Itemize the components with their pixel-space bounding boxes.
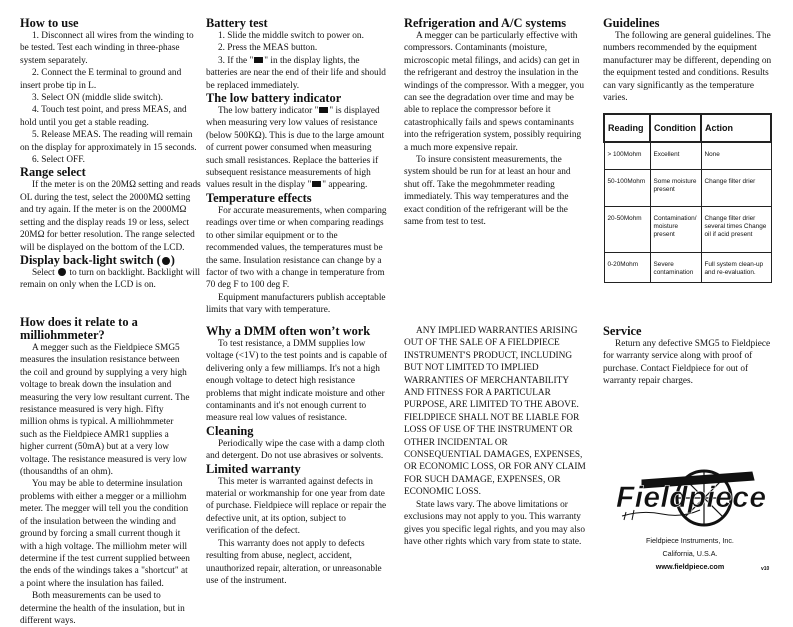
fieldpiece-logo [612,462,772,527]
paragraph: For accurate measurements, when comparing readings over time or when comparing readings to other similar equipment or to the recommended values, the temperatures must be the same. Insulation resistance can change by a factor of two with a change in temperature from 70 deg F to 100 deg F. [206,205,387,291]
paragraph: Both measurements can be used to determine the health of the insulation, but in different ways. [20,591,185,626]
column-2-top [206,17,388,317]
table-row [604,142,771,169]
column-2-bottom [206,325,388,587]
cell: Some moisture present [650,169,701,206]
step: 3. Select ON (middle slide switch). [32,93,163,104]
table-header-row [604,114,771,142]
text: Select [32,267,58,278]
table-row [604,252,771,282]
column-3-top [404,17,586,229]
paragraph: State laws vary. The above limitations or exclusions may not apply to you. This warranty gives you specific legal rights, and you may also have other rights which vary from state to state. [404,499,585,547]
text: to turn on backlight. Backlight will remain on only when the LCD is on. [20,267,201,291]
text: 3. If the " [218,55,254,66]
cell: > 100Mohm [604,142,650,169]
how-to-use-heading: How to use [20,16,79,30]
backlight-heading [20,254,202,267]
range-select-heading: Range select [20,165,86,180]
warranty-heading: Limited warranty [206,461,301,476]
service-body: Return any defective SMG5 to Fieldpiece for warranty service along with proof of purchase. Contact Fieldpiece for out of warranty repair charges. [603,339,771,387]
paragraph: You may be able to determine insulation problems with either a megger or a milliohm meter. The megger will tell you the condition of the insulation between the winding and ground by forcing a small current though it with a high voltage. The milliohm meter will determine if the test current supplied between the ends of the windings takes a "shortcut" at a point where the insulation has failed. [20,479,190,589]
column-1-top [20,17,202,292]
service-heading: Service [603,324,642,338]
low-battery-body [206,105,388,192]
step [206,55,388,92]
cleaning-heading: Cleaning [206,423,254,438]
battery-test-heading: Battery test [206,16,268,30]
step: 4. Touch test point, and press MEAS, and hold until you get a stable reading. [20,105,187,128]
cell: Contamination/ moisture present [650,206,701,252]
step: 5. Release MEAS. The reading will remain on the display for approximately in 15 seconds. [20,130,197,153]
guidelines-table [603,113,772,283]
cell: None [701,142,771,169]
guidelines-body: The following are general guidelines. The numbers recommended by the equipment manufacturer may be different, depending on the equipment tested and conditions. Results can vary significantly as the temperature varies. [603,31,772,104]
cell: 20-50Mohm [604,206,650,252]
cell: 50-100Mohm [604,169,650,206]
column-4-top [603,17,779,104]
battery-icon [312,181,321,187]
range-select-body: If the meter is on the 20MΩ setting and reads OL during the test, select the 2000MΩ setting and try again. If the meter is on the 2000MΩ setting and the display reads 19 or less, select 20MΩ for better resolution. The range selected will be displayed on the bottom of the LCD. [20,180,201,253]
text: " is displayed when measuring very low values of resistance (below 500KΩ). This is due to the large amount of current power consumed when measuring such small resistances. Replace the batteries if subsequent resistance measurements of high values result in the display " [206,106,385,191]
battery-icon [319,107,328,113]
column-1-bottom [20,316,190,627]
column-header: Condition [650,114,701,142]
guidelines-heading: Guidelines [603,16,660,30]
company-website: www.fieldpiece.com [655,562,725,571]
step: 2. Press the MEAS button. [218,43,318,54]
cell: Change filter drier several times Change oil if acid present [701,206,771,252]
low-battery-heading: The low battery indicator [206,91,342,106]
step: 6. Select OFF. [32,155,85,166]
column-4-bottom [603,325,779,388]
paragraph: A megger can be particularly effective with compressors. Contaminants (moisture, microscopic metal filings, and acids) can get in the refrigerant and destroy the insulation in the windings of the compressor. With a megger, you can see the degradation over time and may be able to replace the compressor before it catastrophically fails and spews contaminants into the refrigeration system, possibly requiring a much more expensive repair. [404,31,585,153]
cell: Change filter drier [701,169,771,206]
cell: Severe contamination [650,252,701,282]
paragraph: This warranty does not apply to defects resulting from abuse, neglect, accident, unauthorized repair, alteration, or unreasonable use of the instrument. [206,538,382,586]
logo-text: Fieldpiece [616,481,766,514]
dmm-heading: Why a DMM often won’t work [206,324,371,338]
dmm-body: To test resistance, a DMM supplies low voltage (<1V) to the test points and is capable of delivering only a few milliamps. It's not a high enough voltage to detect high resistance problems that might indicate moisture and other contaminants and it's not enough current to measure real low values of resistance. [206,339,388,424]
backlight-heading-text: Display back-light switch ( [20,252,161,267]
backlight-icon [58,268,66,276]
text: " in the display lights, the batteries are near the end of their life and should be replaced immediately. [206,55,386,91]
cell: Full system clean-up and re-evaluation. [701,252,771,282]
company-name: Fieldpiece Instruments, Inc. [646,536,734,545]
column-header: Action [701,114,771,142]
step: 2. Connect the E terminal to ground and insert probe tip in L. [20,68,182,91]
backlight-heading-end: ) [170,252,175,267]
text: " appearing. [322,180,368,191]
column-header: Reading [604,114,650,142]
paragraph: A megger such as the Fieldpiece SMG5 measures the insulation resistance between the coil and ground by supplying a very high voltage to break down the insulation and measuring the very low resultant current. The resistance measured is very high. Fifty million ohms is typical. A milliohmmeter such as the Fieldpiece AMR1 supplies a higher current (50mA) but at a very low voltage. The resistance measured is very low (thousandths of an ohm). [20,343,190,478]
temperature-heading: Temperature effects [206,190,312,205]
backlight-icon [162,257,170,265]
company-address [610,534,770,573]
disclaimer-paragraph: ANY IMPLIED WARRANTIES ARISING OUT OF THE SALE OF A FIELDPIECE INSTRUMENT'S PRODUCT, INCLUDING BUT NOT LIMITED TO IMPLIED WARRANTIES OF MERCHANTABILITY AND FITNESS FOR A PARTICULAR PURPOSE, ARE LIMITED TO THE ABOVE. FIELDPIECE SHALL NOT BE LIABLE FOR LOSS OF USE OF THE INSTRUMENT OR OTHER INCIDENTAL OR CONSEQUENTIAL DAMAGES, EXPENSES, OR ECONOMIC LOSS, OR FOR ANY CLAIM FOR SUCH DAMAGE, EXPENSES, OR ECONOMIC LOSS. [404,326,586,498]
step: 1. Slide the middle switch to power on. [218,31,364,41]
milliohmmeter-heading: How does it relate to a milliohmmeter? [20,315,138,342]
paragraph: This meter is warranted against defects in material or workmanship for one year from date of purchase. Fieldpiece will replace or repair the defective unit, at its option, subject to verification of the defect. [206,476,387,537]
cell: Excellent [650,142,701,169]
column-3-bottom [404,325,586,548]
text: The low battery indicator " [218,106,319,117]
paragraph: Equipment manufacturers publish acceptable limits that vary with temperature. [206,292,386,316]
company-location: California, U.S.A. [662,549,718,558]
version-label: v10 [761,566,770,572]
cell: 0-20Mohm [604,252,650,282]
step: 1. Disconnect all wires from the winding to be tested. Test each winding in three-phase system separately. [20,31,194,66]
cleaning-body: Periodically wipe the case with a damp cloth and detergent. Do not use abrasives or solvents. [206,438,385,462]
battery-icon [254,57,263,63]
refrigeration-heading: Refrigeration and A/C systems [404,16,567,30]
table-row [604,169,771,206]
table-row [604,206,771,252]
backlight-body [20,267,202,292]
paragraph: To insure consistent measurements, the system should be run for at least an hour and shut off. Take the megohmmeter reading immediately. This way temperatures and the exact condition of the refrigerant will be the same from test to test. [404,155,571,228]
